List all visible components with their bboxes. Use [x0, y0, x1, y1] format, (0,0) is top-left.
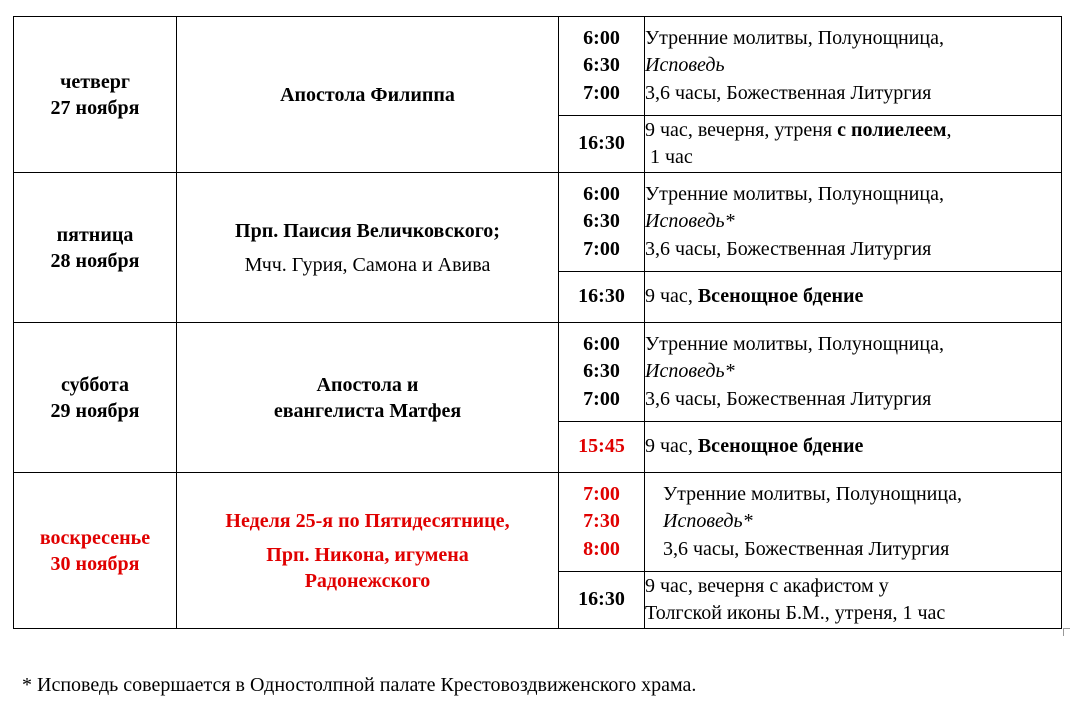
service: 3,6 часы, Божественная Литургия	[645, 387, 932, 410]
time: 6:30	[583, 360, 620, 383]
evening-bold: с полиелеем	[837, 118, 947, 141]
day-cell	[14, 17, 177, 173]
service: Утренние молитвы, Полунощница,	[645, 26, 944, 49]
evening-time: 16:30	[559, 572, 645, 629]
evening-services	[645, 272, 1062, 323]
evening-text: 9 час,	[645, 435, 698, 458]
evening-services	[645, 422, 1062, 473]
day-cell	[14, 323, 177, 473]
weekday: воскресенье	[39, 526, 151, 549]
evening-services	[645, 116, 1062, 173]
evening-services	[645, 572, 1062, 629]
schedule-table	[13, 16, 1062, 629]
time-cell	[559, 17, 645, 116]
feast-subtitle-2: Радонежского	[304, 569, 431, 592]
evening-time: 16:30	[559, 272, 645, 323]
evening-text: 9 час, вечерня, утреня	[645, 118, 838, 141]
evening-bold: Всенощное бдение	[697, 285, 864, 308]
feast-subtitle: Прп. Никона, игумена	[266, 543, 469, 566]
feast-title-2: евангелиста Матфея	[273, 399, 462, 422]
footnote: * Исповедь совершается в Одностолпной палате Крестовоздвиженского храма.	[22, 674, 697, 696]
time: 7:00	[583, 387, 620, 410]
feast-cell	[177, 323, 559, 473]
service-confession: Исповедь*	[645, 210, 735, 233]
services-cell	[645, 473, 1062, 572]
evening-line: 9 час, вечерня с акафистом у	[645, 574, 889, 597]
time: 7:00	[583, 81, 620, 104]
services-cell	[645, 173, 1062, 272]
weekday: суббота	[61, 373, 129, 396]
day-cell	[14, 173, 177, 323]
table-row	[14, 173, 1062, 272]
service-confession: Исповедь	[645, 54, 725, 77]
evening-bold: Всенощное бдение	[697, 435, 864, 458]
feast-title: Апостола Филиппа	[280, 83, 455, 106]
time: 6:30	[583, 54, 620, 77]
time-cell	[559, 173, 645, 272]
date: 28 ноября	[50, 249, 140, 272]
time: 7:00	[583, 237, 620, 260]
day-cell	[14, 473, 177, 629]
time: 7:00	[583, 482, 620, 505]
weekday: пятница	[56, 223, 134, 246]
service: Утренние молитвы, Полунощница,	[645, 332, 944, 355]
feast-cell	[177, 473, 559, 629]
time-cell	[559, 323, 645, 422]
services-cell	[645, 323, 1062, 422]
service: 3,6 часы, Божественная Литургия	[645, 81, 932, 104]
time: 6:00	[583, 332, 620, 355]
time: 6:30	[583, 210, 620, 233]
service: Утренние молитвы, Полунощница,	[645, 182, 944, 205]
weekday: четверг	[60, 70, 130, 93]
evening-text: 9 час,	[645, 285, 698, 308]
time: 8:00	[583, 537, 620, 560]
feast-title: Апостола и	[316, 373, 419, 396]
evening-line	[645, 117, 1061, 145]
date: 30 ноября	[50, 552, 140, 575]
services-cell	[645, 17, 1062, 116]
time: 6:00	[583, 26, 620, 49]
table-row	[14, 17, 1062, 116]
feast-cell	[177, 173, 559, 323]
evening-line-2: Толгской иконы Б.М., утреня, 1 час	[645, 602, 946, 624]
service-confession: Исповедь*	[663, 510, 753, 533]
time: 6:00	[583, 182, 620, 205]
date: 27 ноября	[50, 96, 140, 119]
table-resize-handle[interactable]	[1063, 628, 1070, 636]
time-cell	[559, 473, 645, 572]
feast-title: Прп. Паисия Величковского;	[235, 219, 500, 242]
evening-comma: ,	[946, 118, 952, 141]
time: 7:30	[583, 510, 620, 533]
service: 3,6 часы, Божественная Литургия	[645, 237, 932, 260]
feast-subtitle: Мчч. Гурия, Самона и Авива	[244, 253, 491, 276]
table-row	[14, 323, 1062, 422]
feast-cell	[177, 17, 559, 173]
service: Утренние молитвы, Полунощница,	[663, 482, 962, 505]
evening-line-2: 1 час	[645, 146, 693, 168]
feast-title: Неделя 25-я по Пятидесятнице,	[225, 509, 510, 532]
service: 3,6 часы, Божественная Литургия	[663, 537, 950, 560]
service-confession: Исповедь*	[645, 360, 735, 383]
evening-time: 15:45	[559, 422, 645, 473]
table-row	[14, 473, 1062, 572]
date: 29 ноября	[50, 399, 140, 422]
evening-time: 16:30	[559, 116, 645, 173]
